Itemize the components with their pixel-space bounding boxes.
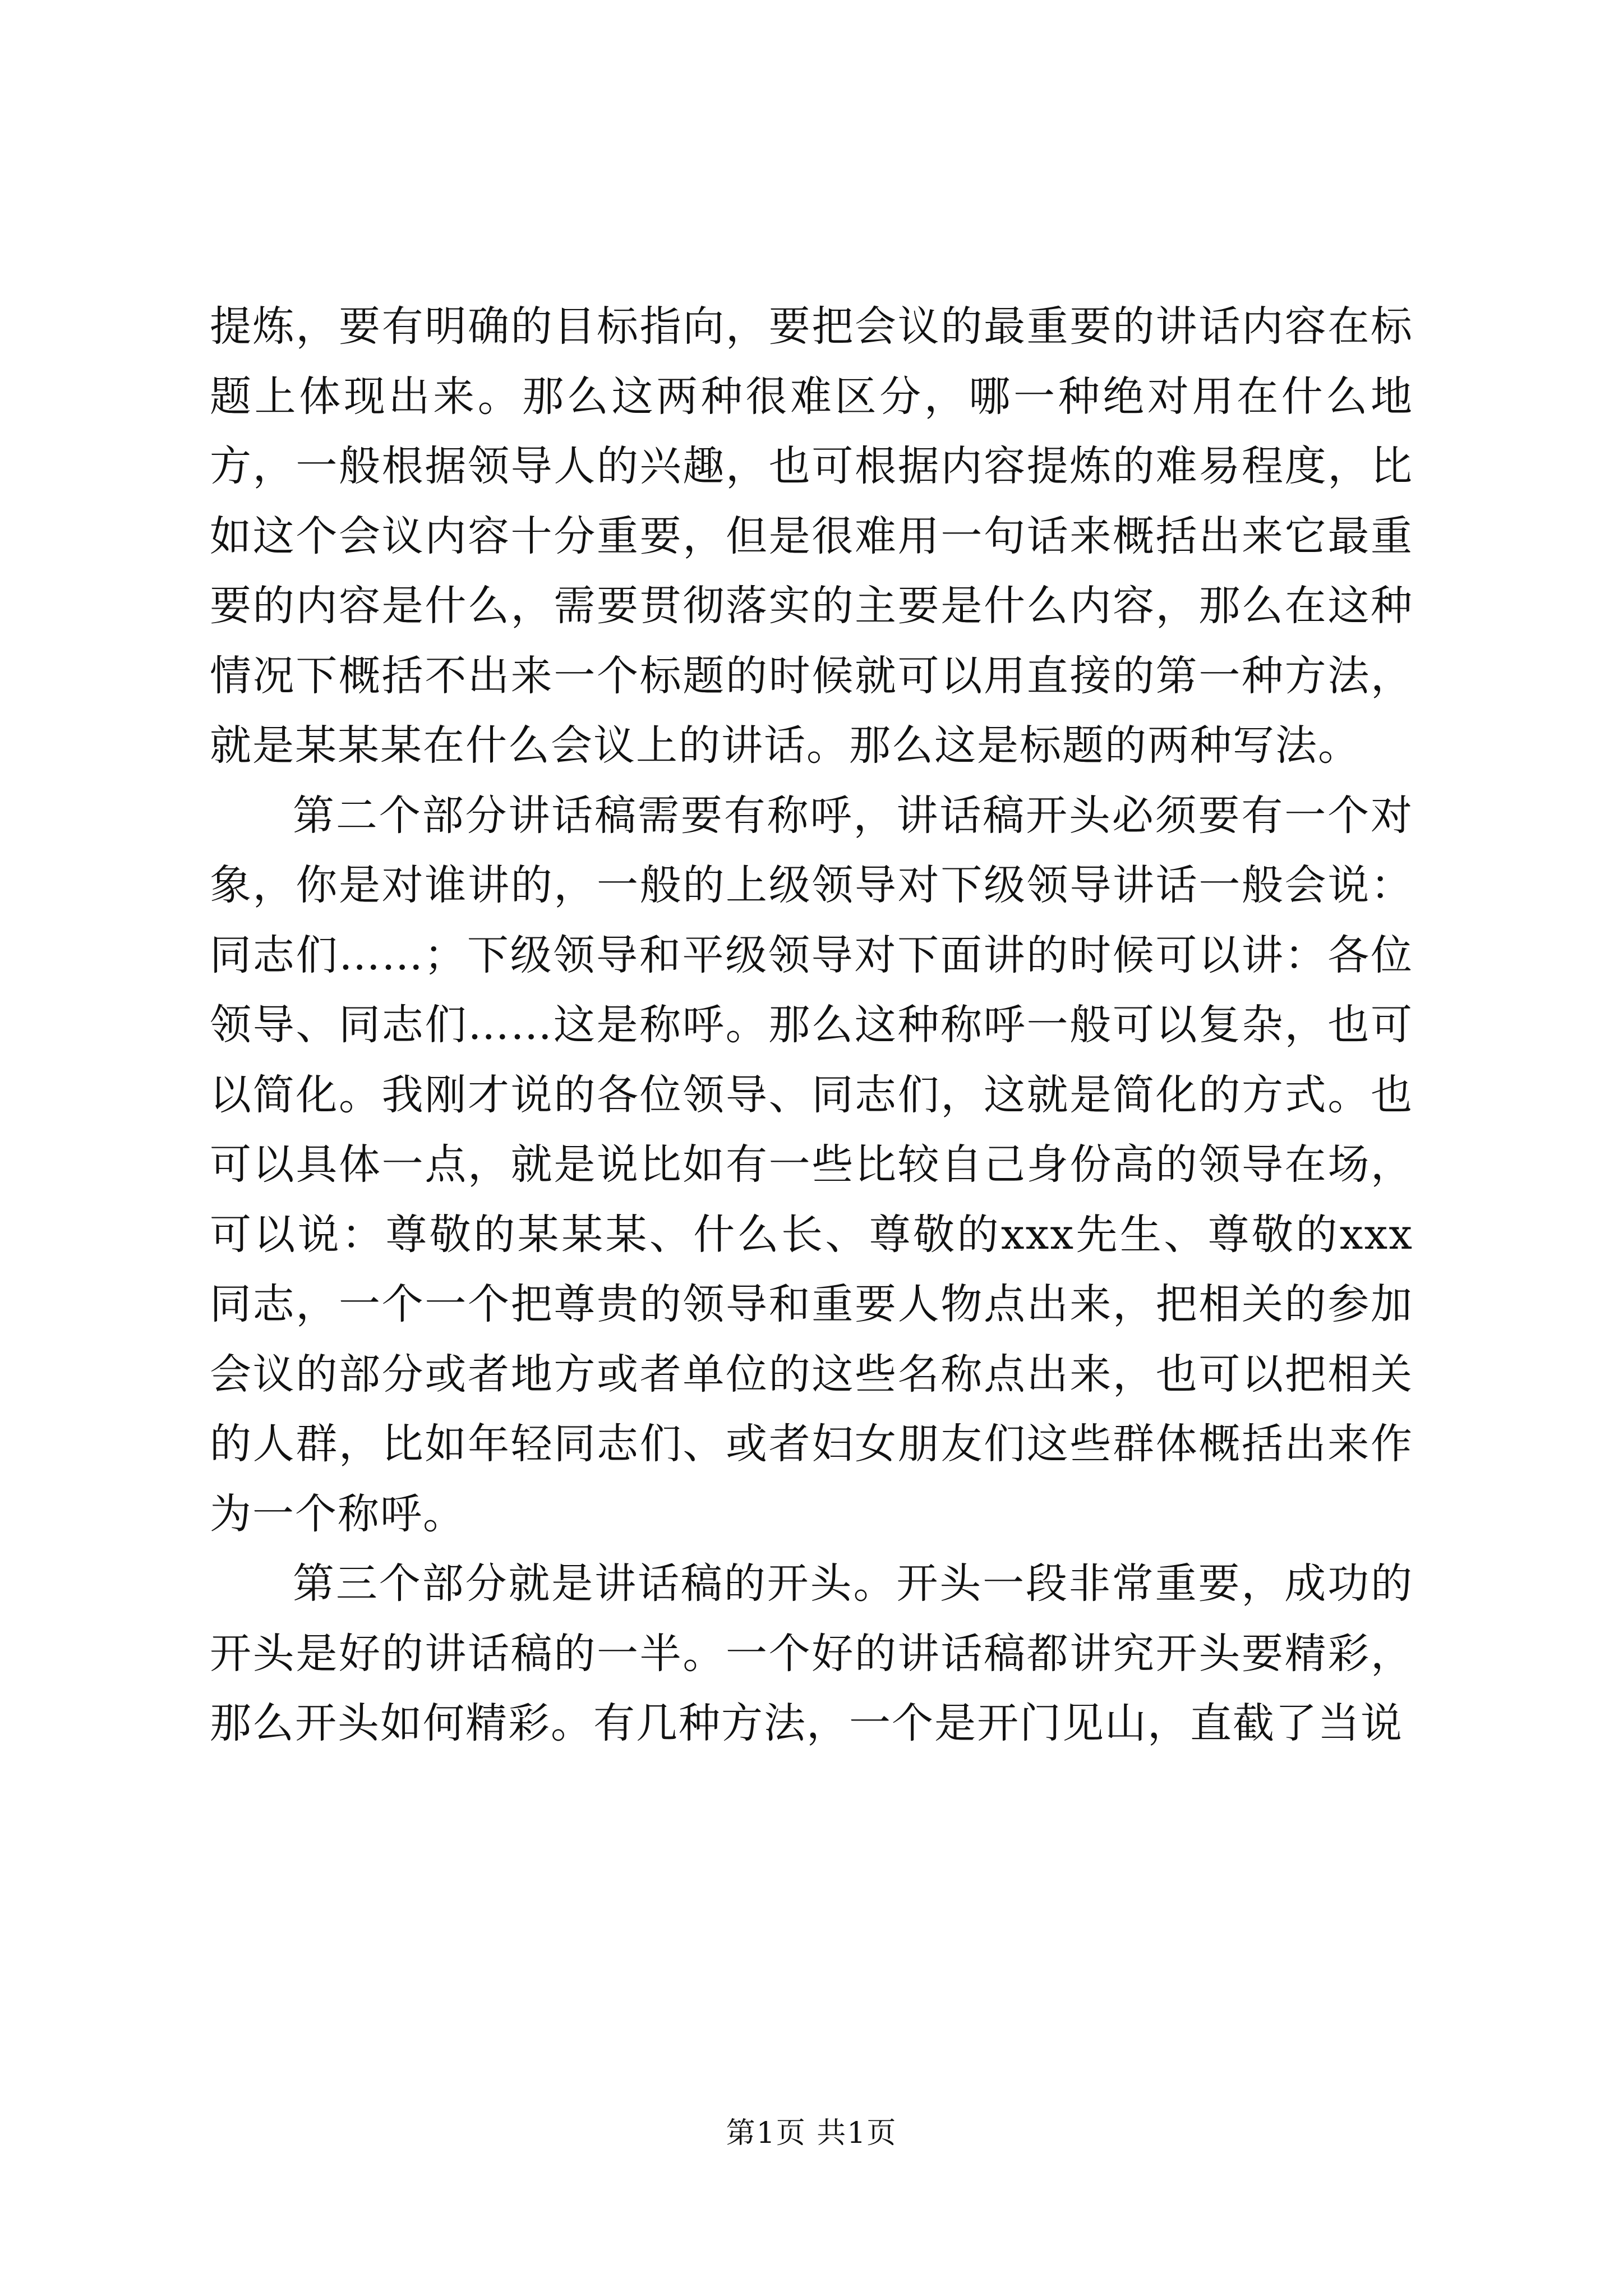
body-text [210,292,1413,1759]
page-footer: 第1页 共1页 [726,2116,897,2150]
paragraph-2: 第二个部分讲话稿需要有称呼，讲话稿开头必须要有一个对象，你是对谁讲的，一般的上级领导对下级领导讲话一般会说：同志们……；下级领导和平级领导对下面讲的时候可以讲：各位领导、同志们……这是称呼。那么这种称呼一般可以复杂，也可以简化。我刚才说的各位领导、同志们，这就是简化的方式。也可以具体一点，就是说比如有一些比较自己身份高的领导在场，可以说：尊敬的某某某、什么长、尊敬的xxx先生、尊敬的xxx同志，一个一个把尊贵的领导和重要人物点出来，把相关的参加会议的部分或者地方或者单位的这些名称点出来，也可以把相关的人群，比如年轻同志们、或者妇女朋友们这些群体概括出来作为一个称呼。 [210,791,1413,1538]
paragraph-3: 第三个部分就是讲话稿的开头。开头一段非常重要，成功的开头是好的讲话稿的一半。一个好的讲话稿都讲究开头要精彩，那么开头如何精彩。有几种方法，一个是开门见山，直截了当说 [210,1559,1413,1747]
paragraph-1: 提炼，要有明确的目标指向，要把会议的最重要的讲话内容在标题上体现出来。那么这两种很难区分，哪一种绝对用在什么地方，一般根据领导人的兴趣，也可根据内容提炼的难易程度，比如这个会议内容十分重要，但是很难用一句话来概括出来它最重要的内容是什么，需要贯彻落实的主要是什么内容，那么在这种情况下概括不出来一个标题的时候就可以用直接的第一种方法，就是某某某在什么会议上的讲话。那么这是标题的两种写法。 [210,302,1413,770]
